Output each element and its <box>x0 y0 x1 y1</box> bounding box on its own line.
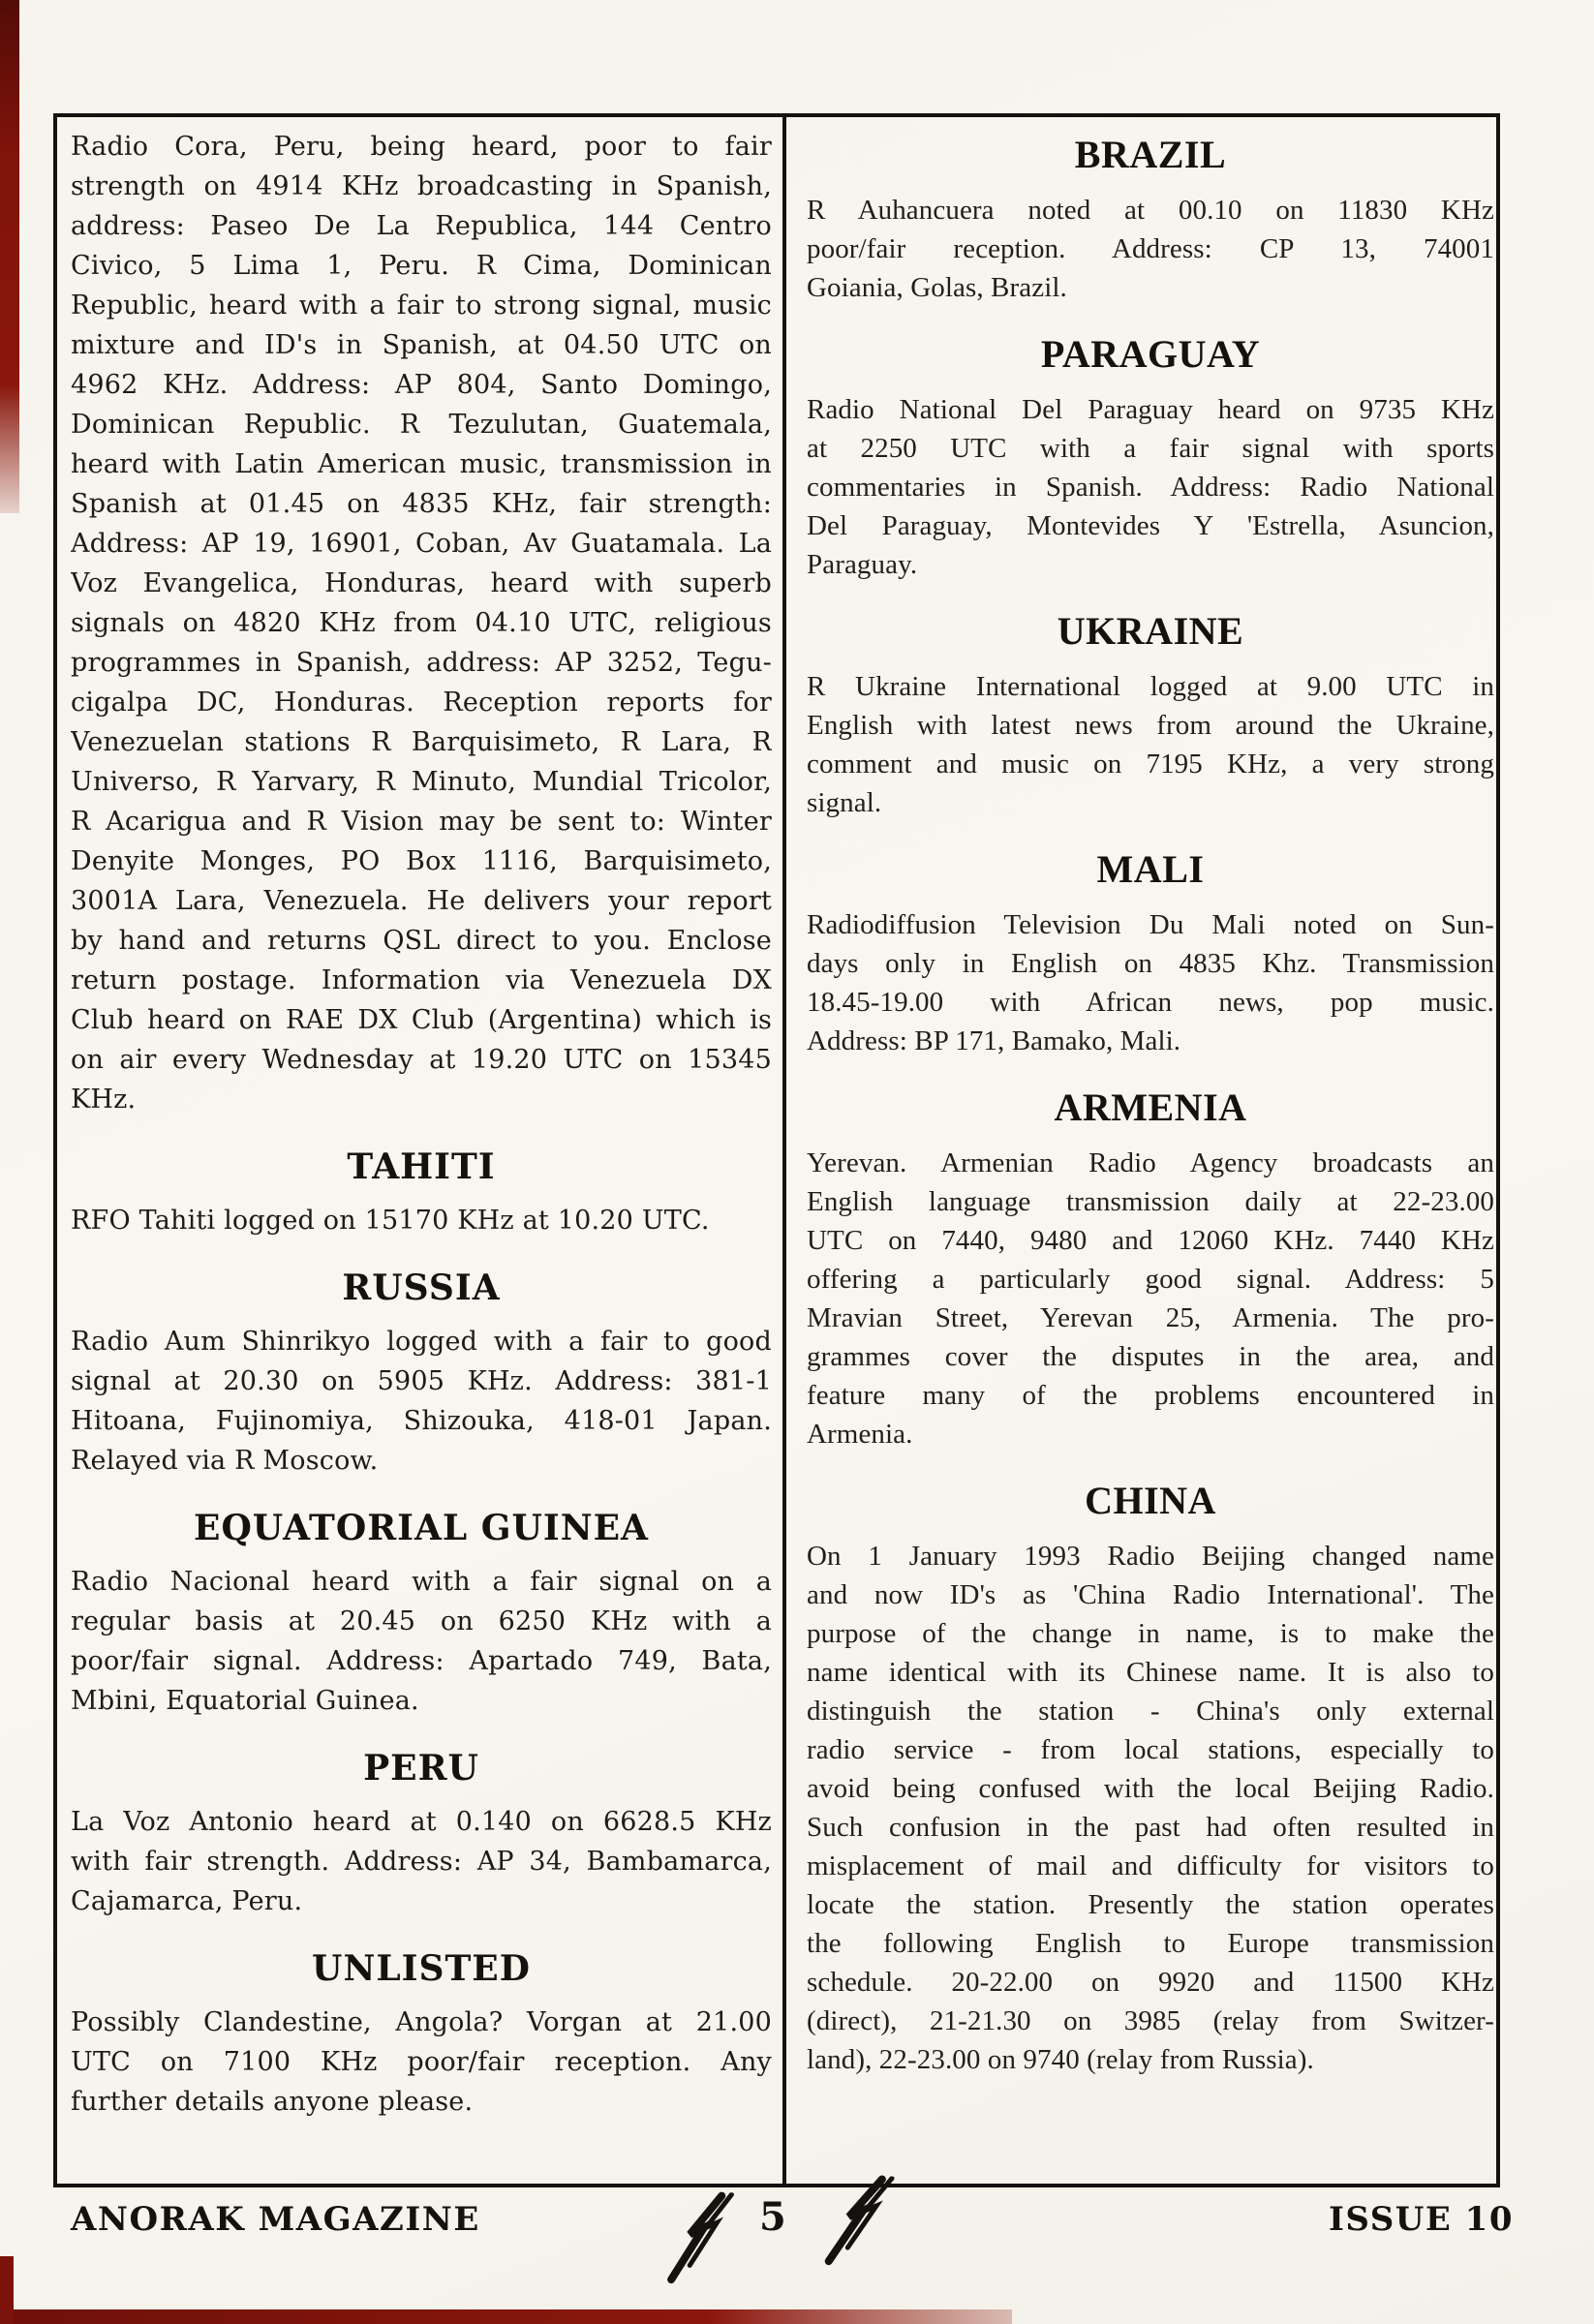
text-line: and now ID's as 'China Radio International'. The <box>807 1579 1494 1610</box>
text-line: Mbini, Equatorial Guinea. <box>71 1686 419 1716</box>
text-line: grammes cover the disputes in the area, and <box>807 1341 1494 1372</box>
text-line: by hand and returns QSL direct to you. Enclose <box>71 926 772 956</box>
section-heading: ARMENIA <box>1054 1086 1247 1129</box>
text-line: distinguish the station - China's only external <box>807 1696 1494 1727</box>
text-line: commentaries in Spanish. Address: Radio National <box>807 472 1494 503</box>
text-line: programmes in Spanish, address: AP 3252, Tegu- <box>71 648 772 678</box>
text-line: Paraguay. <box>807 549 918 580</box>
text-line: return postage. Information via Venezuela DX <box>71 965 772 995</box>
article-section <box>807 1477 1494 2079</box>
text-line: Address: BP 171, Bamako, Mali. <box>807 1025 1181 1056</box>
section-heading: PERU <box>363 1748 479 1789</box>
text-line: Dominican Republic. R Tezulutan, Guatemala, <box>71 410 772 440</box>
text-line: address: Paseo De La Republica, 144 Centro <box>71 211 772 241</box>
lightning-bolt-icon <box>660 2188 735 2294</box>
text-line: comment and music on 7195 KHz, a very strong <box>807 749 1494 780</box>
section-heading: UNLISTED <box>312 1948 531 1989</box>
text-line: Radio Aum Shinrikyo logged with a fair to good <box>71 1327 772 1357</box>
text-line: radio service - from local stations, especially to <box>807 1734 1494 1765</box>
text-line: 3001A Lara, Venezuela. He delivers your report <box>71 886 772 916</box>
text-line: misplacement of mail and difficulty for visitors to <box>807 1850 1494 1881</box>
text-line: the following English to Europe transmission <box>807 1928 1494 1959</box>
text-line: KHz. <box>71 1085 137 1115</box>
text-line: signal at 20.30 on 5905 KHz. Address: 381-1 <box>71 1366 772 1396</box>
section-heading: MALI <box>1096 847 1205 891</box>
section-heading: RUSSIA <box>342 1268 501 1308</box>
text-line: Such confusion in the past had often resulted in <box>807 1812 1494 1843</box>
lightning-bolt-icon <box>818 2170 896 2278</box>
text-line: 4962 KHz. Address: AP 804, Santo Domingo, <box>71 370 772 400</box>
text-line: RFO Tahiti logged on 15170 KHz at 10.20 UTC. <box>71 1206 710 1236</box>
text-line: cigalpa DC, Honduras. Reception reports for <box>71 688 772 718</box>
text-line: Radiodiffusion Television Du Mali noted on Sun- <box>807 909 1494 940</box>
article-section <box>71 127 772 1119</box>
text-line: R Acarigua and R Vision may be sent to: Winter <box>71 807 772 837</box>
text-line: Radio Cora, Peru, being heard, poor to fair <box>71 132 772 162</box>
text-line: Universo, R Yarvary, R Minuto, Mundial Tricolor, <box>71 767 772 797</box>
text-line: Possibly Clandestine, Angola? Vorgan at 21.00 <box>71 2007 772 2037</box>
text-line: Yerevan. Armenian Radio Agency broadcasts an <box>807 1147 1494 1178</box>
text-line: purpose of the change in name, is to make the <box>807 1618 1494 1649</box>
section-heading: TAHITI <box>347 1147 496 1187</box>
text-line: UTC on 7440, 9480 and 12060 KHz. 7440 KHz <box>807 1225 1494 1256</box>
section-heading: CHINA <box>1085 1479 1216 1522</box>
section-heading: UKRAINE <box>1057 609 1244 653</box>
article-section <box>807 131 1494 307</box>
section-heading: PARAGUAY <box>1040 332 1261 376</box>
text-line: 18.45-19.00 with African news, pop music. <box>807 987 1494 1018</box>
article-section <box>807 845 1494 1060</box>
text-line: On 1 January 1993 Radio Beijing changed name <box>807 1541 1494 1572</box>
text-line: Goiania, Golas, Brazil. <box>807 272 1067 303</box>
section-heading: EQUATORIAL GUINEA <box>194 1508 649 1548</box>
text-line: poor/fair signal. Address: Apartado 749, Bata, <box>71 1646 772 1676</box>
section-heading: BRAZIL <box>1074 133 1227 176</box>
scan-artifact-corner <box>0 2256 14 2324</box>
text-line: feature many of the problems encountered in <box>807 1380 1494 1411</box>
text-line: UTC on 7100 KHz poor/fair reception. Any <box>71 2047 772 2077</box>
text-line: Armenia. <box>807 1419 913 1450</box>
article-section <box>71 1504 772 1721</box>
text-line: Voz Evangelica, Honduras, heard with superb <box>71 568 772 598</box>
column-divider-rule <box>782 113 786 2187</box>
text-line: avoid being confused with the local Beijing Radio. <box>807 1773 1494 1804</box>
text-line: La Voz Antonio heard at 0.140 on 6628.5 KHz <box>71 1807 772 1837</box>
text-line: poor/fair reception. Address: CP 13, 74001 <box>807 233 1494 264</box>
text-line: land), 22-23.00 on 9740 (relay from Russia). <box>807 2044 1314 2075</box>
text-line: further details anyone please. <box>71 2087 474 2117</box>
scan-artifact-left-edge <box>0 0 19 513</box>
text-line: Address: AP 19, 16901, Coban, Av Guatamala. La <box>71 529 772 559</box>
text-line: schedule. 20-22.00 on 9920 and 11500 KHz <box>807 1967 1494 1998</box>
article-section <box>71 1744 772 1921</box>
article-section <box>807 1084 1494 1453</box>
text-line: Republic, heard with a fair to strong signal, music <box>71 290 772 321</box>
text-line: heard with Latin American music, transmission in <box>71 449 772 479</box>
article-section <box>807 607 1494 822</box>
text-line: Cajamarca, Peru. <box>71 1886 303 1916</box>
article-section <box>807 330 1494 584</box>
text-line: Mravian Street, Yerevan 25, Armenia. The pro- <box>807 1302 1494 1333</box>
text-line: Hitoana, Fujinomiya, Shizouka, 418-01 Japan. <box>71 1406 772 1436</box>
text-line: name identical with its Chinese name. It is also to <box>807 1657 1494 1688</box>
text-line: regular basis at 20.45 on 6250 KHz with a <box>71 1606 772 1636</box>
right-column <box>807 131 1494 2079</box>
text-line: signals on 4820 KHz from 04.10 UTC, religious <box>71 608 772 638</box>
text-line: Civico, 5 Lima 1, Peru. R Cima, Dominican <box>71 251 772 281</box>
text-line: strength on 4914 KHz broadcasting in Spanish, <box>71 171 772 201</box>
text-line: Venezuelan stations R Barquisimeto, R Lara, R <box>71 727 772 757</box>
text-line: English language transmission daily at 22-23.00 <box>807 1186 1494 1217</box>
page-number: 5 <box>759 2194 786 2240</box>
text-line: at 2250 UTC with a fair signal with sports <box>807 433 1494 464</box>
text-line: signal. <box>807 787 882 818</box>
text-line: Relayed via R Moscow. <box>71 1446 379 1476</box>
text-line: English with latest news from around the Ukraine, <box>807 710 1494 741</box>
text-line: Radio Nacional heard with a fair signal on a <box>71 1567 772 1597</box>
text-line: R Auhancuera noted at 00.10 on 11830 KHz <box>807 195 1494 226</box>
left-column <box>71 127 772 2122</box>
text-line: offering a particularly good signal. Address: 5 <box>807 1264 1494 1295</box>
text-line: Denyite Monges, PO Box 1116, Barquisimeto, <box>71 846 772 876</box>
text-line: Del Paraguay, Montevides Y 'Estrella, Asuncion, <box>807 510 1494 541</box>
text-line: with fair strength. Address: AP 34, Bambamarca, <box>71 1847 772 1877</box>
text-line: locate the station. Presently the station operates <box>807 1889 1494 1920</box>
footer-magazine-title: ANORAK MAGAZINE <box>71 2200 480 2239</box>
text-line: Club heard on RAE DX Club (Argentina) which is <box>71 1005 772 1035</box>
text-line: mixture and ID's in Spanish, at 04.50 UTC on <box>71 330 772 360</box>
text-line: R Ukraine International logged at 9.00 UTC in <box>807 671 1494 702</box>
article-section <box>71 1264 772 1481</box>
text-line: (direct), 21-21.30 on 3985 (relay from Switzer- <box>807 2005 1494 2036</box>
text-line: Radio National Del Paraguay heard on 9735 KHz <box>807 394 1494 425</box>
footer-issue-number: ISSUE 10 <box>1329 2200 1514 2239</box>
article-section <box>71 1143 772 1240</box>
text-line: on air every Wednesday at 19.20 UTC on 15345 <box>71 1045 772 1075</box>
article-section <box>71 1944 772 2122</box>
scan-artifact-bottom-edge <box>0 2309 1012 2324</box>
text-line: days only in English on 4835 Khz. Transmission <box>807 948 1494 979</box>
text-line: Spanish at 01.45 on 4835 KHz, fair strength: <box>71 489 772 519</box>
